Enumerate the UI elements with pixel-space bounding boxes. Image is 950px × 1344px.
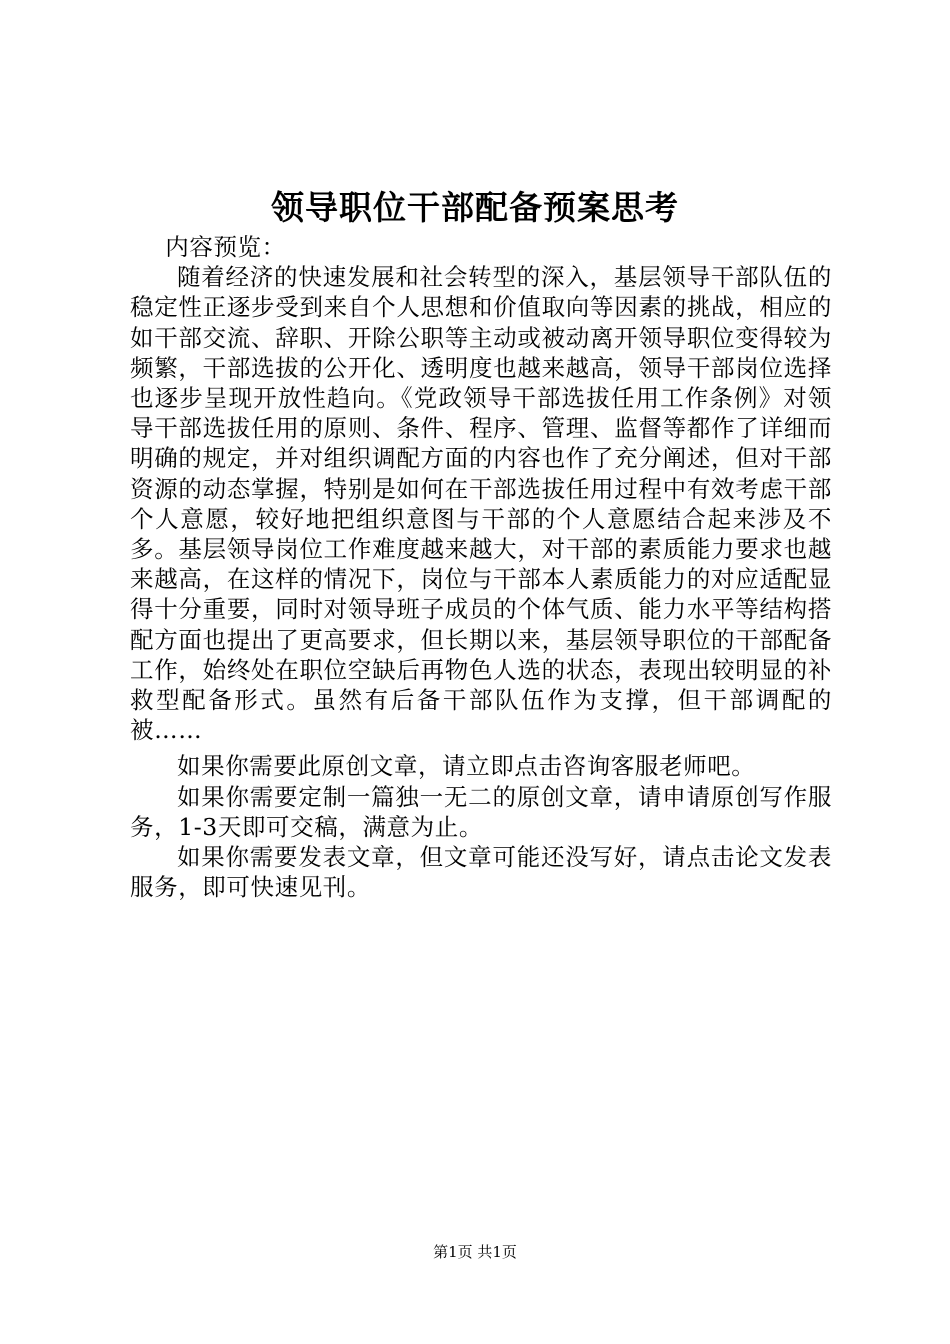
document-title: 领导职位干部配备预案思考 (271, 188, 679, 227)
promo-consult-link[interactable]: 如果你需要此原创文章，请立即点击咨询客服老师吧。 (177, 752, 756, 781)
preview-paragraph: 随着经济的快速发展和社会转型的深入，基层领导干部队伍的稳定性正逐步受到来自个人思想和价值取向等因素的挑战，相应的如干部交流、辞职、开除公职等主动或被动离开领导职位变得较为频繁，干部选拔的公开化、透明度也越来越高，领导干部岗位选择也逐步呈现开放性趋向。《党政领导干部选拔任用工作条例》对领导干部选拔任用的原则、条件、程序、管理、监督等都作了详细而明确的规定，并对组织调配方面的内容也作了充分阐述，但对干部资源的动态掌握，特别是如何在干部选拔任用过程中有效考虑干部个人意愿，较好地把组织意图与干部的个人意愿结合起来涉及不多。基层领导岗位工作难度越来越大，对干部的素质能力要求也越来越高，在这样的情况下，岗位与干部本人素质能力的对应适配显得十分重要，同时对领导班子成员的个体气质、能力水平等结构搭配方面也提出了更高要求，但长期以来，基层领导职位的干部配备工作，始终处在职位空缺后再物色人选的状态，表现出较明显的补救型配备形式。虽然有后备干部队伍作为支撑，但干部调配的被…… (130, 263, 832, 745)
promo-publishing-link[interactable]: 如果你需要发表文章，但文章可能还没写好，请点击论文发表服务，即可快速见刊。 (130, 843, 832, 902)
document-body (130, 232, 832, 902)
promo-custom-writing-link[interactable]: 如果你需要定制一篇独一无二的原创文章，请申请原创写作服务，1-3天即可交稿，满意为止。 (130, 782, 832, 841)
page-indicator: 第1页 共1页 (433, 1243, 517, 1261)
preview-label: 内容预览： (165, 233, 286, 261)
